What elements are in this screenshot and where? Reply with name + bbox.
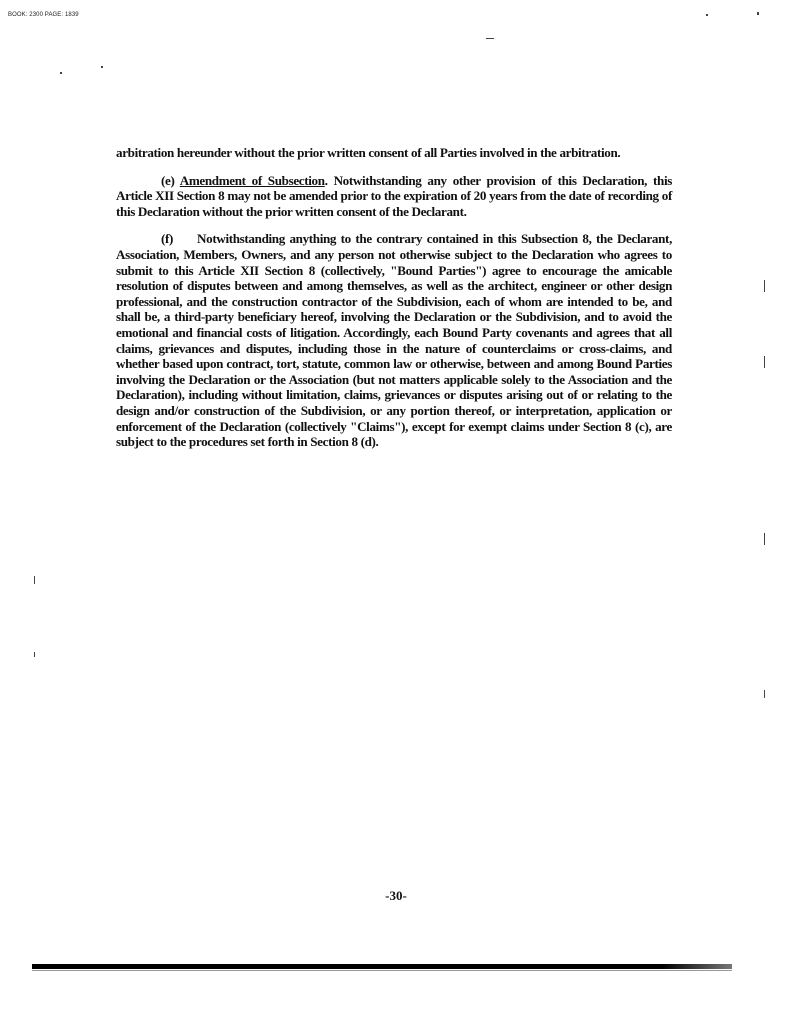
book-page-stamp: BOOK: 2300 PAGE: 1839 [8,12,79,18]
paragraph-amendment [116,173,672,220]
scan-speck [757,12,759,15]
bottom-rule-shadow [32,970,732,971]
scan-speck [34,652,35,657]
amendment-body: . Notwithstanding any other provision of this Declaration, this Article XII Section 8 may not be amended prior to the expiration of 20 years from the date of recording of this Declaration without the prior written consent of the Declarant. [116,172,672,219]
scan-speck [34,576,35,584]
bottom-rule [32,964,732,969]
claims-body: Notwithstanding anything to the contrary contained in this Subsection 8, the Declarant, Association, Members, Owners, and any person not otherwise subject to the Declaration who agrees to submit to this Article XII Section 8 (collectively, "Bound Parties") agree to encourage the amicable resolution of disputes between and among themselves, as well as the architect, engineer or other design professional, and the construction contractor of the Subdivision, each of whom are intended to be, and shall be, a third-party beneficiary hereof, involving the Declaration or the Subdivision, and to avoid the emotional and financial costs of litigation. Accordingly, each Bound Party covenants and agrees that all claims, grievances and disputes, including those in the nature of counterclaims or cross-claims, and whether based upon contract, tort, statute, common law or otherwise, between and among Bound Parties involving the Declaration or the Association (but not matters applicable solely to the Association and the Declaration), including without limitation, claims, grievances or disputes arising out of or relating to the design and/or construction of the Subdivision, or any portion thereof, or interpretation, application or enforcement of the Declaration (collectively "Claims"), except for exempt claims under Section 8 (c), are subject to the procedures set forth in Section 8 (d). [116,231,672,450]
document-body [116,145,672,462]
paragraph-label-f: (f) [161,231,174,247]
amendment-heading: Amendment of Subsection [179,172,325,188]
paragraph-label-e: (e) [161,172,180,188]
scan-speck [764,533,765,545]
paragraph-claims [116,231,672,449]
scan-speck [101,66,103,68]
scan-speck [764,690,765,698]
scan-speck [486,38,494,39]
page-number: -30- [385,888,407,903]
scan-speck [706,14,708,16]
scan-speck [764,280,765,292]
paragraph-continuation: arbitration hereunder without the prior written consent of all Parties involved in the arbitration. [116,145,621,160]
scan-speck [60,72,62,74]
scan-speck [764,356,765,368]
